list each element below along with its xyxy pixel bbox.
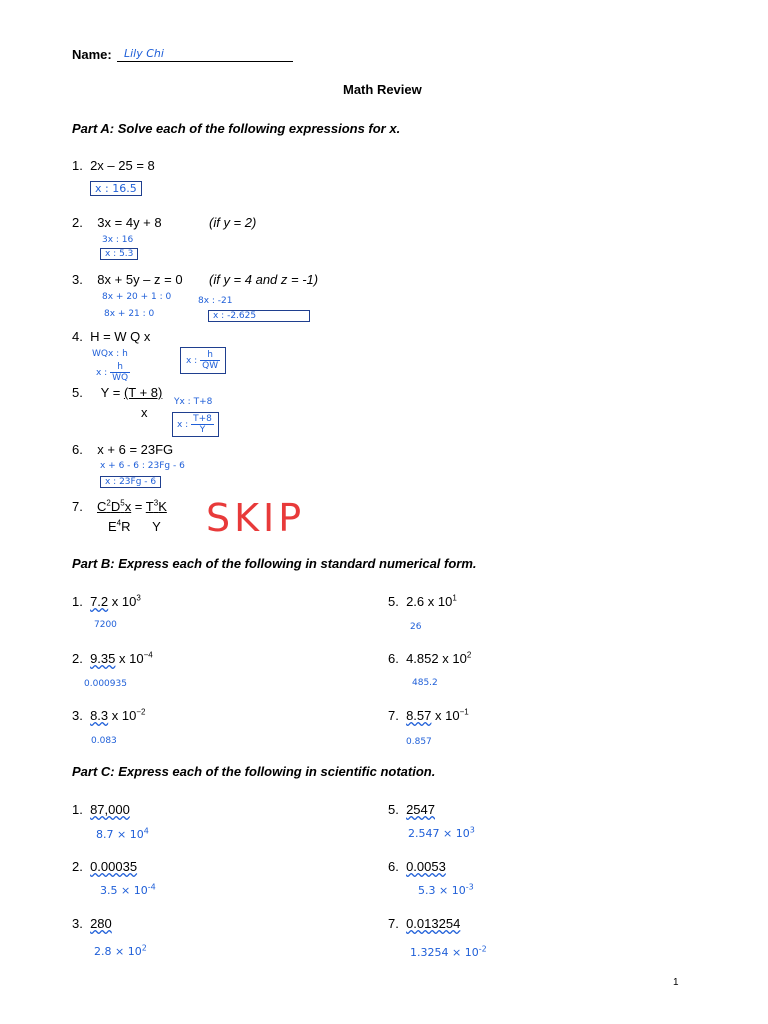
expression-prefix: Y = [100,385,124,400]
work-label: x : [177,420,189,430]
part-a-item-3 [72,272,183,287]
expression: 2x – 25 = 8 [90,158,155,173]
answer: $2.547 \times 10^3$ [408,825,475,840]
answer-box [172,412,219,437]
expression-numerator: (T + 8) [123,385,163,400]
expression-denominator: x [141,405,148,420]
answer: $2.8 \times 10^2$ [94,943,147,958]
item-number: 4. [72,329,83,344]
part-b-item-5: 5. 2.6 x $10^1$ [388,593,457,609]
answer: $1.3254 \times 10^{-2}$ [410,944,487,959]
part-c-item-7: 7. 0.013254 [388,916,461,931]
work-line: 3x : 16 [102,235,134,245]
work-label: x : [96,368,108,378]
skip-annotation: SKIP [206,496,306,540]
answer-box: x : -2.625 [208,310,310,322]
fraction-num: h [200,350,220,361]
fraction-den: Y [199,425,206,435]
part-b-item-1: 1. 7.2 x $10^3$ [72,593,141,609]
equation-7-denominators: $E^4R$ Y [108,518,161,534]
answer: $8.7 \times 10^4$ [96,826,149,841]
fraction-num: T+8 [193,414,212,424]
work-line: x + 6 - 6 : 23Fg - 6 [100,461,185,471]
answer-box: x : 23Fg - 6 [100,476,161,488]
work-line: WQx : h [92,349,128,359]
item-number: 1. [72,158,83,173]
item-number: 5. [72,385,83,400]
expression: H = W Q x [90,329,151,344]
part-b-item-6: 6. 4.852 x $10^2$ [388,650,472,666]
part-a-item-6 [72,442,173,457]
answer: $3.5 \times 10^{-4}$ [100,882,156,897]
part-a-item-2 [72,215,162,230]
part-c-item-6: 6. 0.0053 [388,859,446,874]
part-a-heading: Part A: Solve each of the following expressions for x. [72,121,401,136]
part-c-item-3: 3. 280 [72,916,112,931]
answer-box [180,347,226,374]
fraction-den: WQ [112,373,129,383]
part-a-item-7 [72,499,83,514]
answer: $5.3 \times 10^{-3}$ [418,882,474,897]
fraction-den: QW [202,361,219,371]
work-line: 8x : -21 [198,296,233,306]
part-b-heading: Part B: Express each of the following in standard numerical form. [72,556,477,571]
condition: (if y = 4 and z = -1) [209,272,319,287]
item-number: 6. [72,442,83,457]
part-b-item-2: 2. 9.35 x $10^{-4}$ [72,650,153,666]
part-c-heading: Part C: Express each of the following in scientific notation. [72,764,436,779]
expression: x + 6 = 23FG [97,442,174,457]
handwritten-signature: Lily Chi [124,47,164,60]
page-number: 1 [673,977,679,988]
answer: 0.857 [406,737,432,747]
answer-box: x : 16.5 [90,181,142,196]
work-line: 8x + 21 : 0 [104,309,155,319]
part-b-item-7: 7. 8.57 x $10^{-1}$ [388,707,469,723]
answer: 0.000935 [84,679,127,689]
fraction-num: h [110,362,130,373]
part-a-item-4 [72,329,150,344]
part-b-item-3: 3. 8.3 x $10^{-2}$ [72,707,146,723]
part-c-item-1: 1. 87,000 [72,802,130,817]
answer: 485.2 [412,678,438,688]
answer: 26 [410,622,422,632]
work-line: 8x + 20 + 1 : 0 [102,292,172,302]
item-number: 3. [72,272,83,287]
work-label: x : [186,356,198,366]
answer-box: x : 5.3 [100,248,138,260]
answer: 0.083 [91,736,117,746]
item-number: 2. [72,215,83,230]
part-a-item-1 [72,158,155,173]
condition: (if y = 2) [209,215,257,230]
answer: 7200 [94,620,117,630]
name-label: Name: [72,47,112,62]
item-number: 7. [72,499,83,514]
name-underline [117,61,293,62]
part-c-item-2: 2. 0.00035 [72,859,138,874]
expression: 8x + 5y – z = 0 [97,272,183,287]
part-c-item-5: 5. 2547 [388,802,435,817]
equation-7: $C^2D^5x = T^3K$ [97,498,167,514]
work-line: Yx : T+8 [174,397,213,407]
expression: 3x = 4y + 8 [97,215,162,230]
part-a-item-5 [72,385,162,400]
work-fraction [96,362,130,383]
page-title: Math Review [343,82,422,97]
